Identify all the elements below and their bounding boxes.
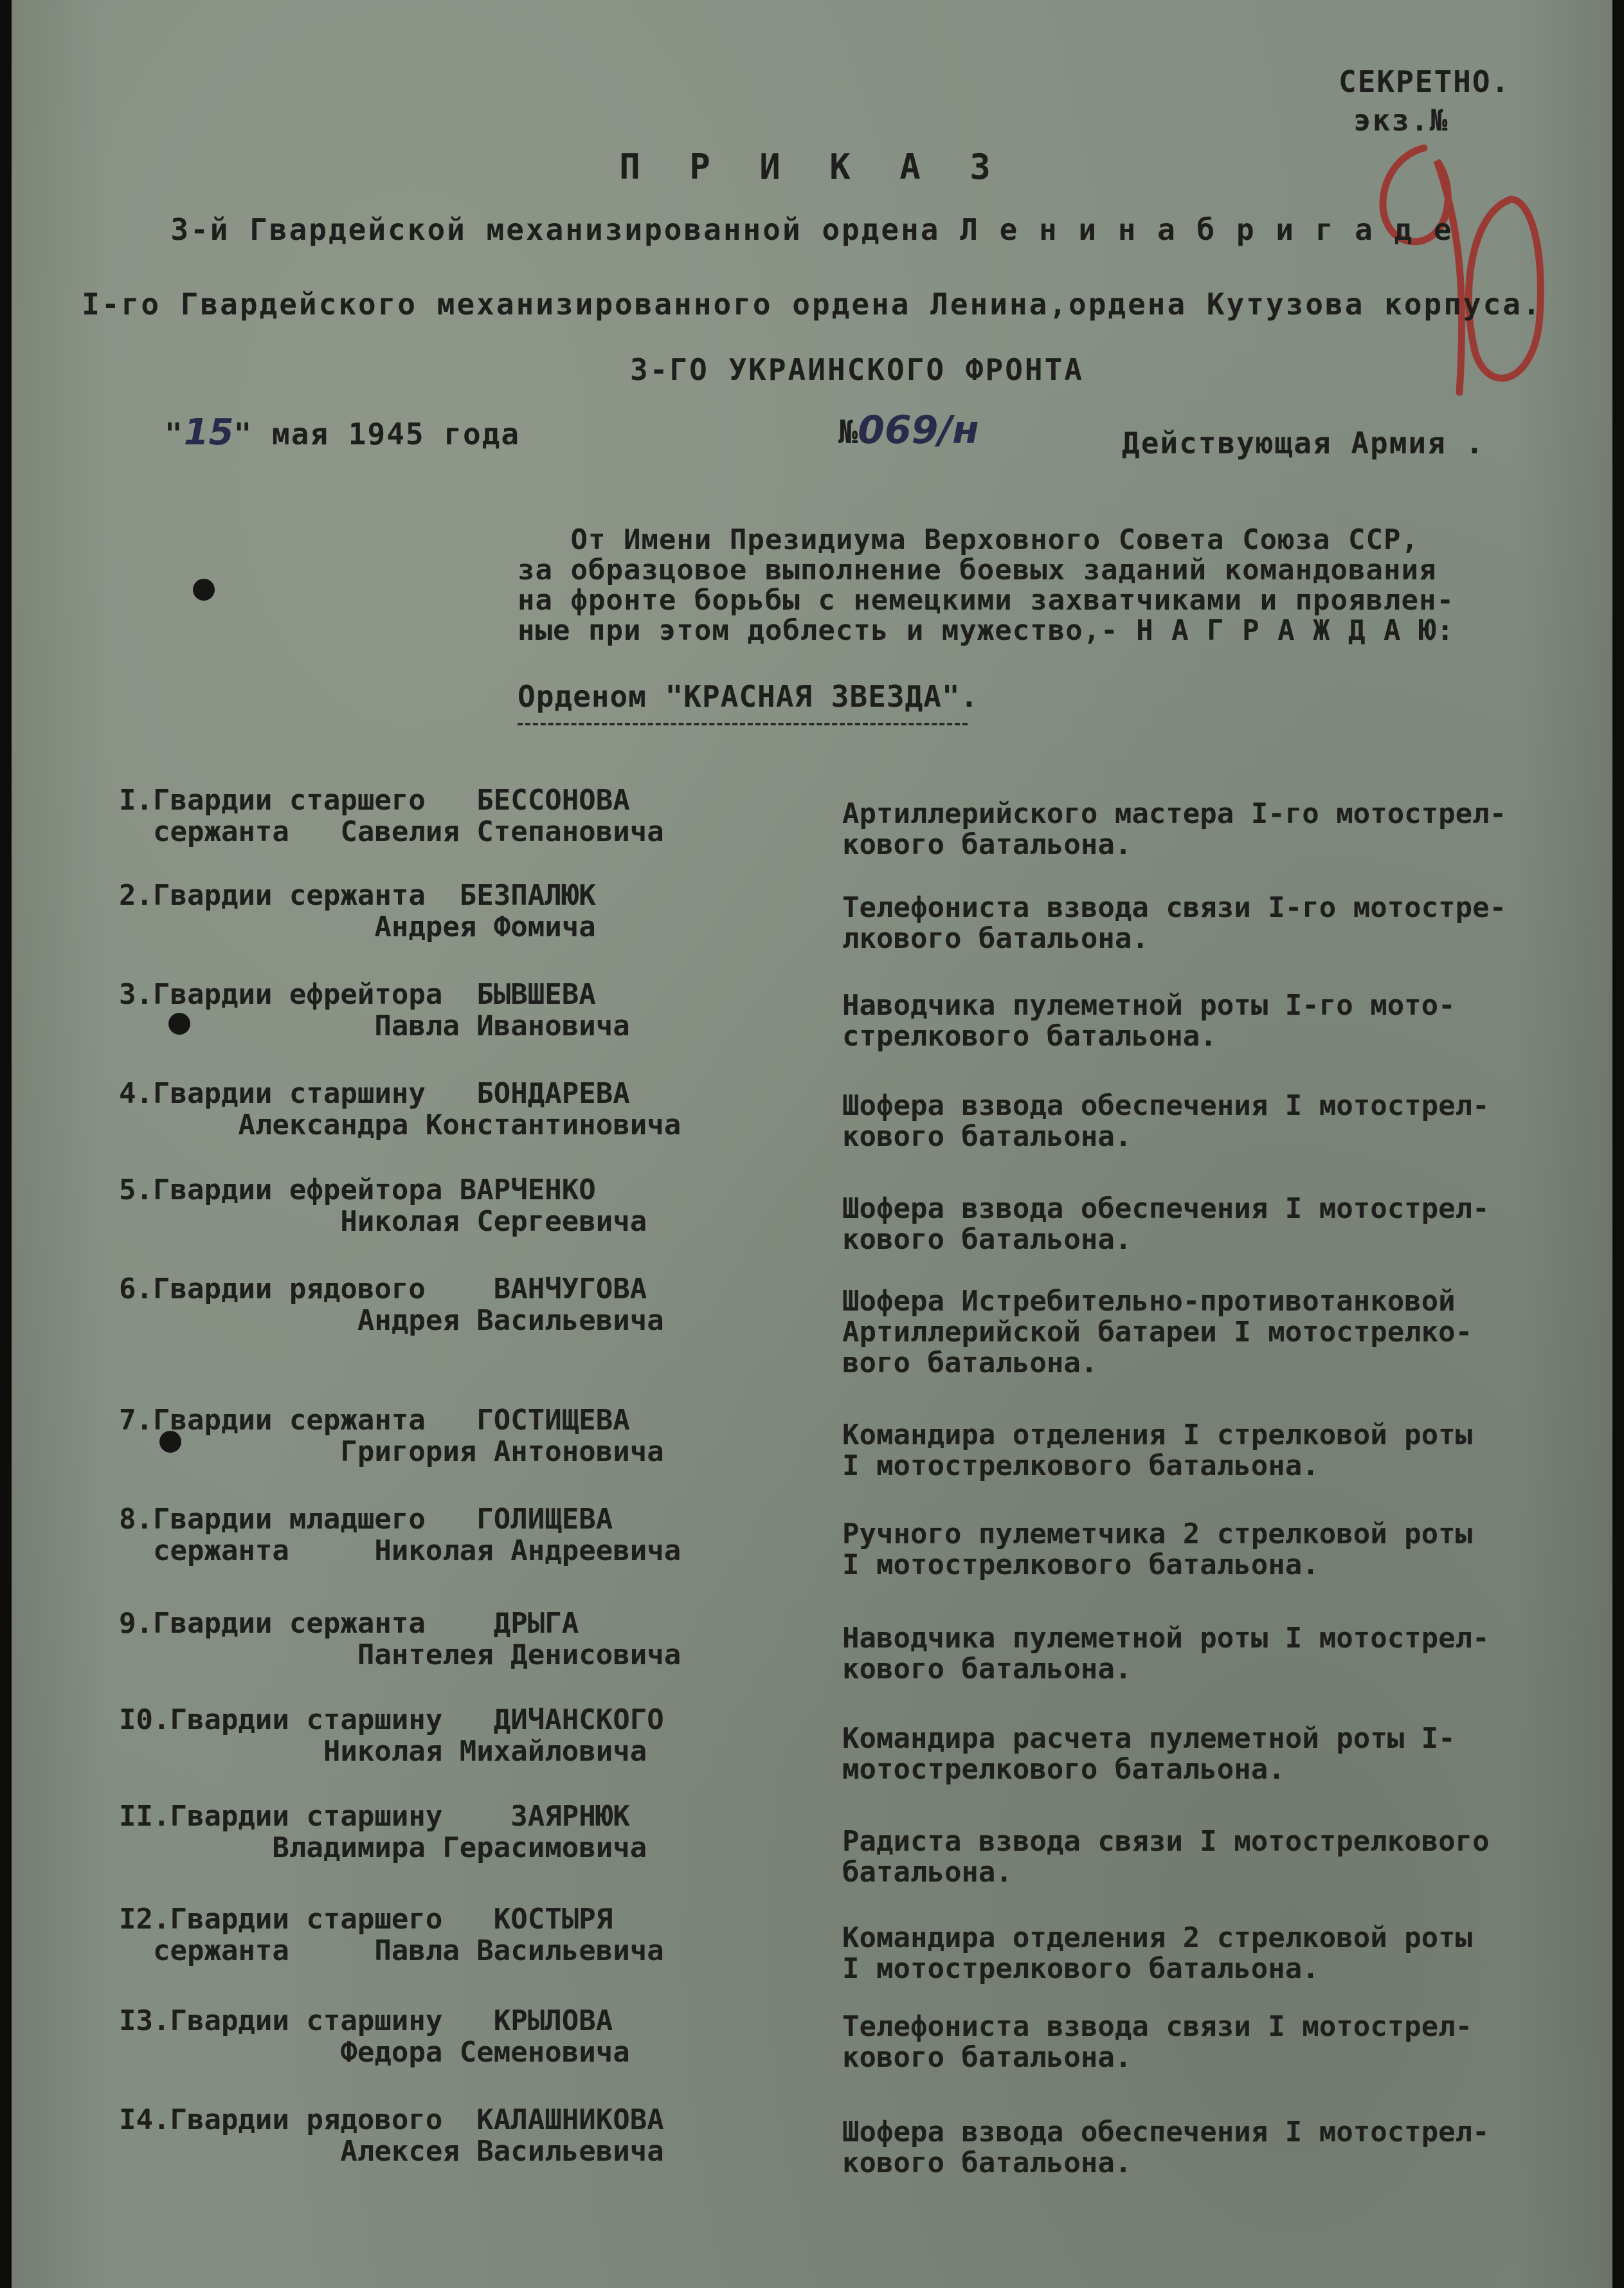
unit-line-corps: I-го Гвардейского механизированного ордена Ленина,ордена Кутузова корпуса. [82,287,1542,322]
recipient-name: 3.Гвардии ефрейтора БЫВШЕВА Павла Ивановича [119,978,630,1042]
recipient-position: Командира расчета пулеметной роты I- мотострелкового батальона. [842,1722,1456,1786]
recipient-position: Шофера взвода обеспечения I мотострел- кового батальона. [842,1192,1490,1256]
recipient-name: I.Гвардии старшего БЕССОНОВА сержанта Савелия Степановича [119,784,664,848]
date-day-handwritten: 15 [183,412,234,453]
date-rest: " мая 1945 года [233,417,521,451]
recipient-name: 7.Гвардии сержанта ГОСТИЩЕВА Григория Антоновича [119,1404,664,1468]
recipient-position: Шофера взвода обеспечения I мотострел- кового батальона. [842,2116,1490,2179]
unit-line-front: 3-ГО УКРАИНСКОГО ФРОНТА [630,352,1084,387]
recipient-position: Радиста взвода связи I мотострелкового батальона. [842,1825,1490,1889]
recipient-position: Шофера взвода обеспечения I мотострел- кового батальона. [842,1089,1490,1153]
recipient-name: I0.Гвардии старшину ДИЧАНСКОГО Николая Михайловича [119,1703,664,1768]
document-title: П Р И К А З [619,147,1005,187]
number-prefix: № [838,413,858,451]
secret-stamp: СЕКРЕТНО. [1339,64,1511,99]
copy-number-label: экз.№ [1353,103,1449,138]
recipient-name: I2.Гвардии старшего КОСТЫРЯ сержанта Павла Васильевича [119,1903,664,1967]
order-date [165,412,520,453]
date-quote: " [165,417,184,451]
recipient-position: Наводчика пулеметной роты I-го мото- стрелкового батальона. [842,989,1456,1053]
recipient-name: 8.Гвардии младшего ГОЛИЩЕВА сержанта Николая Андреевича [119,1503,681,1567]
preamble-text: От Имени Президиума Верховного Совета Союза ССР, за образцовое выполнение боевых заданий командования на фронте борьбы с немецкими захватчиками и проявлен- ные при этом доблесть и мужество,- Н А Г Р А Ж Д А Ю: [518,523,1454,647]
recipient-position: Шофера Истребительно-противотанковой Артиллерийской батареи I мотострелко- вого батальона. [842,1285,1473,1379]
unit-line-brigade: 3-й Гвардейской механизированной ордена Л е н и н а б р и г а д е [170,212,1454,247]
recipient-name: II.Гвардии старшину ЗАЯРНЮК Владимира Герасимовича [119,1800,647,1864]
order-number [838,408,979,453]
recipient-name: I3.Гвардии старшину КРЫЛОВА Федора Семеновича [119,2004,630,2069]
recipient-position: Ручного пулеметчика 2 стрелковой роты I мотострелкового батальона. [842,1518,1473,1581]
dashed-divider [518,723,968,725]
recipient-name: 9.Гвардии сержанта ДРЫГА Пантелея Денисовича [119,1607,681,1671]
recipient-name: 6.Гвардии рядового ВАНЧУГОВА Андрея Васильевича [119,1273,664,1337]
recipient-name: 4.Гвардии старшину БОНДАРЕВА Александра Константиновича [119,1077,681,1141]
punch-hole [193,579,215,601]
recipient-position: Командира отделения I стрелковой роты I мотострелкового батальона. [842,1419,1473,1482]
recipient-position: Телефониста взвода связи I-го мотостре- лкового батальона. [842,891,1507,955]
recipient-position: Командира отделения 2 стрелковой роты I мотострелкового батальона. [842,1921,1473,1985]
army-label: Действующая Армия . [1122,426,1485,460]
recipient-name: I4.Гвардии рядового КАЛАШНИКОВА Алексея Васильевича [119,2103,664,2168]
recipient-name: 2.Гвардии сержанта БЕЗПАЛЮК Андрея Фомича [119,879,596,943]
recipient-position: Телефониста взвода связи I мотострел- кового батальона. [842,2010,1473,2074]
recipient-position: Наводчика пулеметной роты I мотострел- кового батальона. [842,1622,1490,1685]
number-handwritten: 069/н [858,408,979,453]
recipient-position: Артиллерийского мастера I-го мотострел- кового батальона. [842,797,1507,861]
recipient-name: 5.Гвардии ефрейтора ВАРЧЕНКО Николая Сергеевича [119,1174,647,1238]
award-line: Орденом "КРАСНАЯ ЗВЕЗДА". [518,679,979,714]
